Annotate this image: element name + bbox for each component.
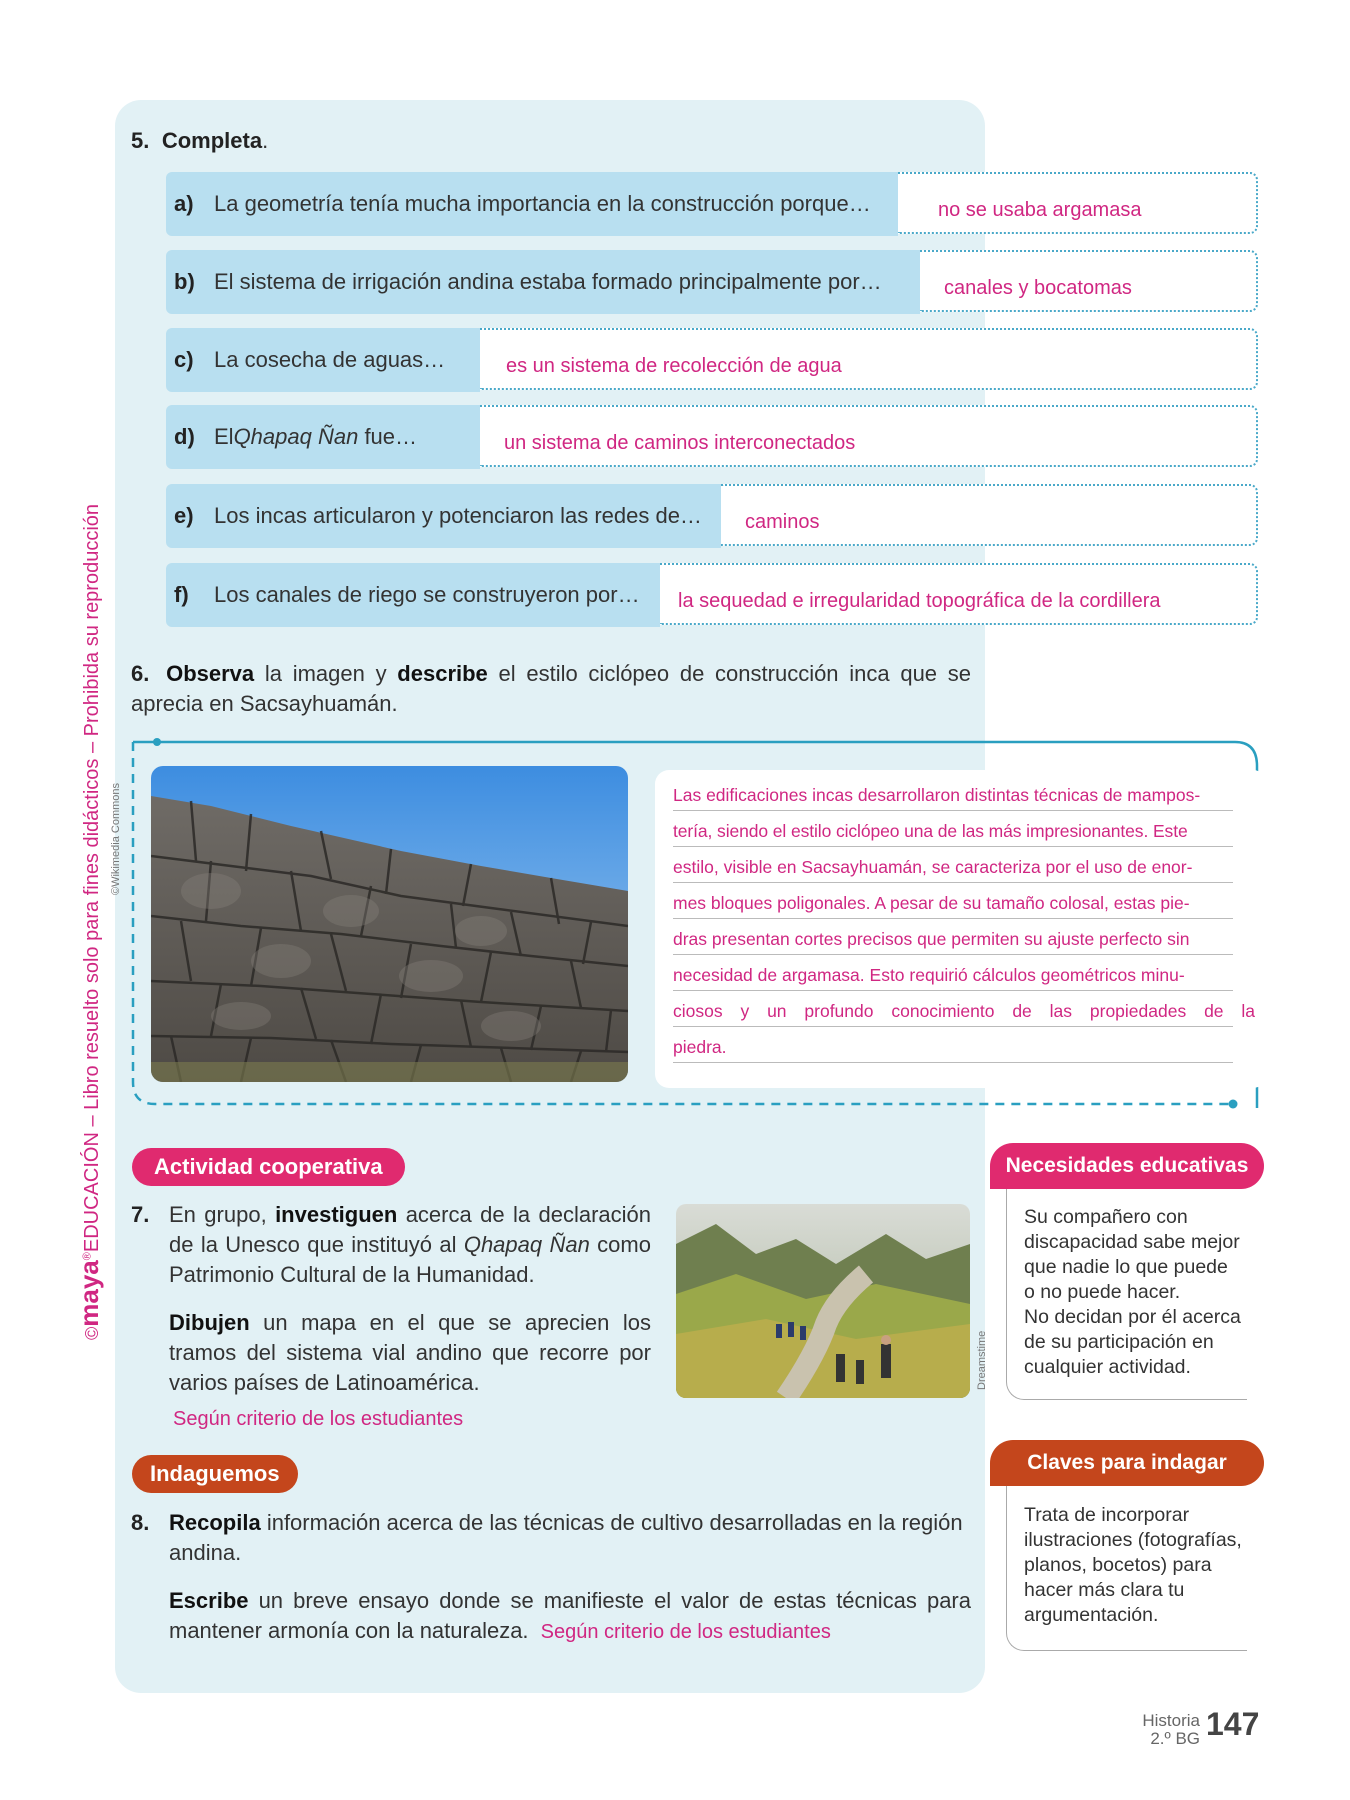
sacsayhuaman-credit: ©Wikimedia Commons	[110, 782, 122, 895]
q6-answer-box[interactable]	[655, 770, 1267, 1088]
footer-subject-name: Historia	[1142, 1711, 1200, 1730]
row-letter: a)	[174, 191, 194, 216]
answer-text: no se usaba argamasa	[938, 199, 1142, 221]
q5-number: 5.	[131, 128, 150, 153]
row-letter: c)	[174, 347, 194, 372]
row-prompt-text: Los canales de riego se construyeron por…	[214, 582, 640, 607]
row-prompt-text: fue…	[358, 424, 418, 449]
sidebar-line: discapacidad sabe mejor	[1024, 1231, 1240, 1253]
qhapaq-nan-italic: Qhapaq Ñan	[233, 424, 359, 449]
essay-line: ciosos y un profundo conocimiento de las propiedades de la	[673, 996, 1233, 1027]
q8-text	[131, 1508, 971, 1647]
essay-line: dras presentan cortes precisos que permiten su ajuste perfecto sin	[673, 924, 1233, 955]
activity-cooperative-tag: Actividad cooperativa	[132, 1148, 405, 1186]
answer-text: la sequedad e irregularidad topográfica de la cordillera	[678, 590, 1161, 612]
sidebar-line: que nadie lo que puede	[1024, 1256, 1228, 1278]
essay-line: Las edificaciones incas desarrollaron distintas técnicas de mampos-	[673, 780, 1233, 811]
row-letter: b)	[174, 269, 195, 294]
q7-verb-investiguen: investiguen	[275, 1202, 398, 1227]
answer-text: canales y bocatomas	[944, 277, 1132, 299]
footer-grade: 2.º BG	[1150, 1729, 1200, 1748]
q8-verb-escribe: Escribe	[169, 1588, 249, 1613]
answer-text: caminos	[745, 511, 820, 533]
sidebar-line: planos, bocetos) para	[1024, 1554, 1212, 1576]
q5-row-a-prompt	[166, 172, 898, 236]
trail-photo-credit: Dreamstime	[976, 1330, 988, 1390]
essay-line: estilo, visible en Sacsayhuamán, se caracteriza por el uso de enor-	[673, 852, 1233, 883]
row-prompt-text: El	[214, 424, 234, 449]
q8-p2-text: un breve ensayo donde se manifieste el valor de estas técnicas para mantener armonía con la naturaleza.	[169, 1588, 971, 1643]
special-needs-text	[1024, 1205, 1264, 1380]
q8-answer[interactable]: Según criterio de los estudiantes	[540, 1621, 831, 1643]
essay-line: necesidad de argamasa. Esto requirió cálculos geométricos minu-	[673, 960, 1233, 991]
q5-row-a-answer[interactable]	[898, 172, 1258, 234]
brand-logo: maya	[74, 1260, 104, 1327]
q5-row-d-prompt	[166, 405, 480, 469]
q8-number: 8.	[131, 1510, 150, 1535]
q5-row-e-prompt	[166, 484, 721, 548]
q6-verb-describe: describe	[397, 661, 488, 686]
research-keys-text	[1024, 1503, 1264, 1628]
sidebar-line: o no puede hacer.	[1024, 1281, 1181, 1303]
q7-verb-dibujen: Dibujen	[169, 1310, 250, 1335]
sidebar-line: cualquier actividad.	[1024, 1356, 1191, 1378]
sacsayhuaman-photo	[151, 766, 628, 1082]
sidebar-line: No decidan por él acerca	[1024, 1306, 1241, 1328]
q6-text	[131, 659, 971, 719]
row-prompt-text: La geometría tenía mucha importancia en la construcción porque…	[214, 191, 871, 216]
special-needs-header: Necesidades educativas	[990, 1143, 1264, 1189]
sidebar-line: hacer más clara tu	[1024, 1579, 1185, 1601]
q6-verb-observa: Observa	[166, 661, 255, 686]
row-prompt-text: Los incas articularon y potenciaron las redes de…	[214, 503, 702, 528]
q7-number: 7.	[131, 1202, 150, 1227]
row-prompt-text: La cosecha de aguas…	[214, 347, 446, 372]
sidebar-line: Su compañero con	[1024, 1206, 1188, 1228]
page-number: 147	[1206, 1706, 1260, 1742]
indaguemos-tag: Indaguemos	[132, 1455, 298, 1493]
qhapaq-nan-italic: Qhapaq Ñan	[463, 1232, 590, 1257]
sidebar-line: de su participación en	[1024, 1331, 1214, 1353]
row-prompt-text: El sistema de irrigación andina estaba formado principalmente por…	[214, 269, 882, 294]
qhapaq-nan-trail-photo	[676, 1204, 970, 1398]
sidebar-line: argumentación.	[1024, 1604, 1159, 1626]
q8-verb-recopila: Recopila	[169, 1510, 261, 1535]
q7-p1-pre: En grupo,	[169, 1202, 276, 1227]
sidebar-line: ilustraciones (fotografías,	[1024, 1529, 1242, 1551]
q5-row-b-prompt	[166, 250, 920, 314]
copyright-margin: ©maya®EDUCACIÓN – Libro resuelto solo para fines didácticos – Prohibida su reproducción	[74, 503, 104, 1340]
q5-period: .	[262, 128, 269, 153]
q8-p1-text: información acerca de las técnicas de cultivo desarrolladas en la región andina.	[169, 1510, 963, 1565]
q5-row-f-prompt	[166, 563, 660, 627]
q6-number: 6.	[131, 661, 150, 686]
q5-row-b-answer[interactable]	[920, 250, 1258, 312]
answer-text: es un sistema de recolección de agua	[506, 355, 842, 377]
q5-row-c-answer[interactable]	[480, 328, 1258, 390]
essay-line: mes bloques poligonales. A pesar de su tamaño colosal, estas pie-	[673, 888, 1233, 919]
essay-line: piedra.	[673, 1032, 1233, 1063]
q5-heading	[131, 126, 268, 156]
research-keys-header: Claves para indagar	[990, 1440, 1264, 1486]
footer-subject	[1100, 1712, 1200, 1748]
row-letter: d)	[174, 424, 195, 449]
q6-text-1: la imagen y	[254, 661, 398, 686]
q5-row-e-answer[interactable]	[721, 484, 1258, 546]
q5-row-d-answer[interactable]	[480, 405, 1258, 467]
q5-row-c-prompt	[166, 328, 480, 392]
q7-text	[131, 1200, 658, 1434]
copyright-text: EDUCACIÓN – Libro resuelto solo para fines didácticos – Prohibida su reproducción	[81, 503, 103, 1253]
q7-p1-mid: acerca de la declaración de la Unesco que instituyó al	[169, 1202, 658, 1257]
answer-text: un sistema de caminos interconectados	[504, 432, 856, 454]
q5-title: Completa	[161, 128, 263, 153]
sidebar-line: Trata de incorporar	[1024, 1504, 1190, 1526]
q7-p1-post: como Patrimonio Cultural de la Humanidad.	[169, 1232, 651, 1287]
q7-answer[interactable]: Según criterio de los estudiantes	[173, 1408, 464, 1430]
row-letter: f)	[174, 582, 189, 607]
q5-row-f-answer[interactable]	[660, 563, 1258, 625]
row-letter: e)	[174, 503, 194, 528]
q7-p2-text: un mapa en el que se aprecien los tramos del sistema vial andino que recorre por varios países de Latinoamérica.	[169, 1310, 651, 1395]
q6-text-2: el estilo ciclópeo de construcción inca que se aprecia en Sacsayhuamán.	[131, 661, 971, 716]
essay-line: tería, siendo el estilo ciclópeo una de las más impresionantes. Este	[673, 816, 1233, 847]
